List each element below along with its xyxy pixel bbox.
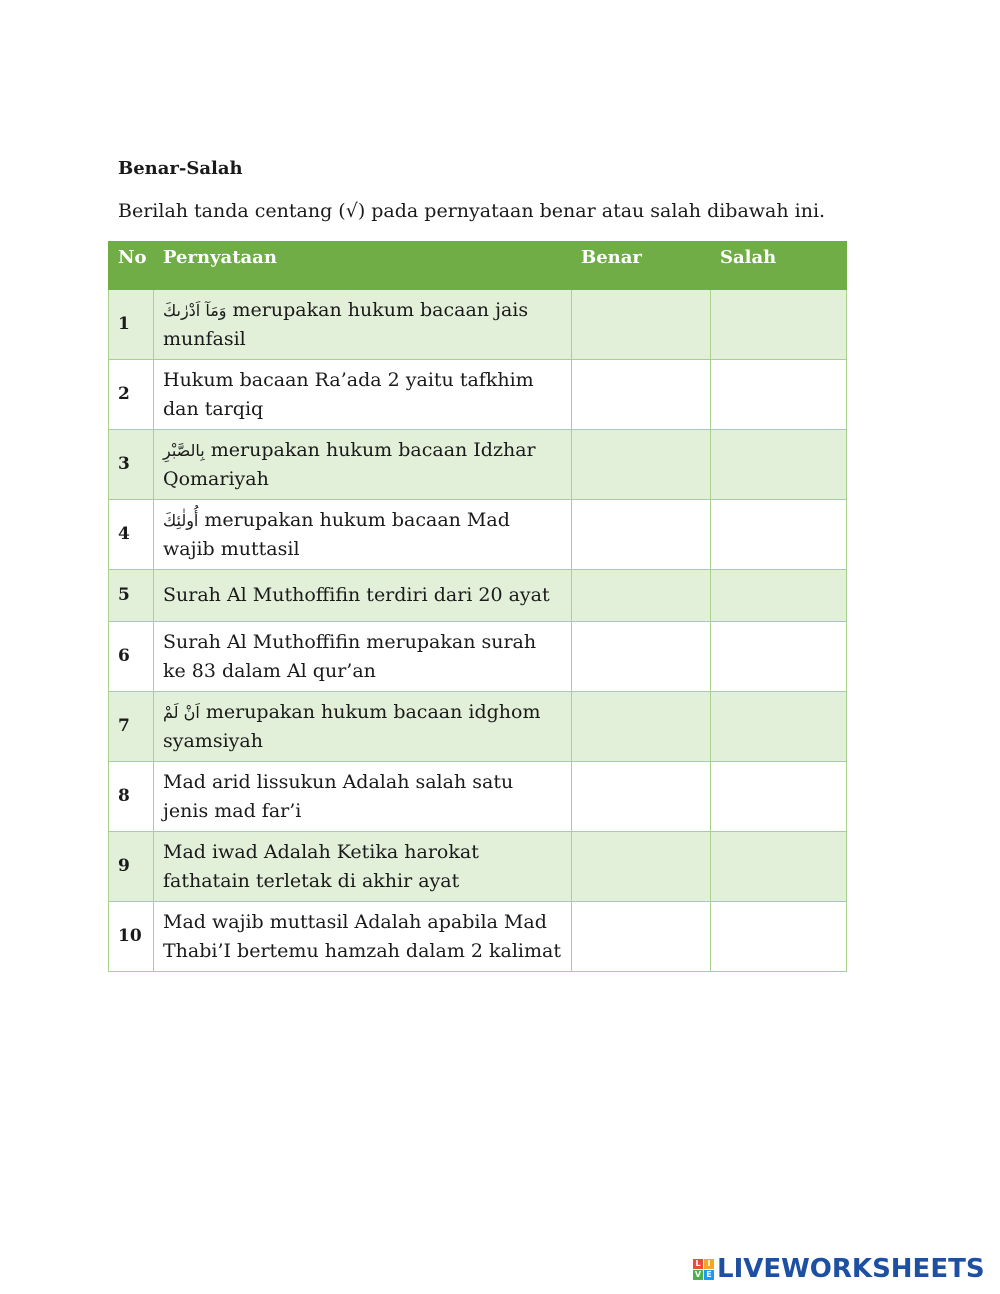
false-answer-cell[interactable] <box>711 360 847 430</box>
statement-text: merupakan hukum bacaan idghom syamsiyah <box>163 700 541 752</box>
logo-tile: L <box>693 1259 703 1269</box>
statement-text: Hukum bacaan Ra’ada 2 yaitu tafkhim dan tarqiq <box>163 368 534 420</box>
false-answer-cell[interactable] <box>711 902 847 972</box>
false-answer-cell[interactable] <box>711 570 847 622</box>
statement-cell <box>154 902 572 972</box>
true-answer-cell[interactable] <box>572 500 711 570</box>
logo-tile: I <box>704 1259 714 1269</box>
liveworksheets-logo <box>693 1254 985 1284</box>
false-answer-cell[interactable] <box>711 762 847 832</box>
row-number: 9 <box>109 832 154 902</box>
true-false-table <box>108 241 847 972</box>
true-answer-cell[interactable] <box>572 832 711 902</box>
table-header-row <box>109 242 847 290</box>
header-statement: Pernyataan <box>154 242 572 290</box>
statement-cell <box>154 622 572 692</box>
logo-text: LIVEWORKSHEETS <box>717 1254 985 1284</box>
statement-cell <box>154 762 572 832</box>
true-answer-cell[interactable] <box>572 762 711 832</box>
header-no: No <box>109 242 154 290</box>
table-row <box>109 570 847 622</box>
table-row <box>109 692 847 762</box>
statement-text: Mad wajib muttasil Adalah apabila Mad Thabi’I bertemu hamzah dalam 2 kalimat <box>163 910 561 962</box>
table-row <box>109 290 847 360</box>
statement-text: merupakan hukum bacaan Mad wajib muttasil <box>163 508 510 560</box>
false-answer-cell[interactable] <box>711 500 847 570</box>
false-answer-cell[interactable] <box>711 430 847 500</box>
table-row <box>109 430 847 500</box>
section-title: Benar-Salah <box>118 158 243 179</box>
true-answer-cell[interactable] <box>572 622 711 692</box>
table-row <box>109 622 847 692</box>
true-answer-cell[interactable] <box>572 430 711 500</box>
row-number: 4 <box>109 500 154 570</box>
row-number: 8 <box>109 762 154 832</box>
arabic-text: وَمَآ اَدْرٰىكَ <box>163 300 227 320</box>
logo-tile: E <box>704 1270 714 1280</box>
statement-text: Mad iwad Adalah Ketika harokat fathatain terletak di akhir ayat <box>163 840 479 892</box>
row-number: 5 <box>109 570 154 622</box>
false-answer-cell[interactable] <box>711 832 847 902</box>
true-answer-cell[interactable] <box>572 902 711 972</box>
statement-text: Mad arid lissukun Adalah salah satu jenis mad far’i <box>163 770 514 822</box>
statement-cell <box>154 500 572 570</box>
false-answer-cell[interactable] <box>711 692 847 762</box>
row-number: 1 <box>109 290 154 360</box>
statement-text: merupakan hukum bacaan Idzhar Qomariyah <box>163 438 536 490</box>
true-answer-cell[interactable] <box>572 570 711 622</box>
table-row <box>109 832 847 902</box>
table-row <box>109 902 847 972</box>
table-row <box>109 360 847 430</box>
false-answer-cell[interactable] <box>711 622 847 692</box>
arabic-text: بِالصَّبْرِ <box>163 440 205 460</box>
row-number: 2 <box>109 360 154 430</box>
statement-text: Surah Al Muthoffifin terdiri dari 20 ayat <box>163 584 550 606</box>
row-number: 6 <box>109 622 154 692</box>
true-answer-cell[interactable] <box>572 290 711 360</box>
header-false: Salah <box>711 242 847 290</box>
statement-cell <box>154 692 572 762</box>
statement-text: merupakan hukum bacaan jais munfasil <box>163 298 529 350</box>
arabic-text: اَنْ لَمْ <box>163 702 200 722</box>
header-true: Benar <box>572 242 711 290</box>
true-answer-cell[interactable] <box>572 360 711 430</box>
table-row <box>109 762 847 832</box>
statement-text: Surah Al Muthoffifin merupakan surah ke 83 dalam Al qur’an <box>163 630 537 682</box>
logo-tile: V <box>694 1270 702 1279</box>
row-number: 7 <box>109 692 154 762</box>
statement-cell <box>154 430 572 500</box>
instruction-text: Berilah tanda centang (√) pada pernyataan benar atau salah dibawah ini. <box>118 200 826 222</box>
true-answer-cell[interactable] <box>572 692 711 762</box>
statement-cell <box>154 290 572 360</box>
logo-tiles-icon <box>693 1259 714 1280</box>
statement-cell <box>154 360 572 430</box>
false-answer-cell[interactable] <box>711 290 847 360</box>
row-number: 3 <box>109 430 154 500</box>
statement-cell <box>154 832 572 902</box>
table-row <box>109 500 847 570</box>
row-number: 10 <box>109 902 154 972</box>
arabic-text: أُولٰئِكَ <box>163 510 199 530</box>
statement-cell <box>154 570 572 622</box>
